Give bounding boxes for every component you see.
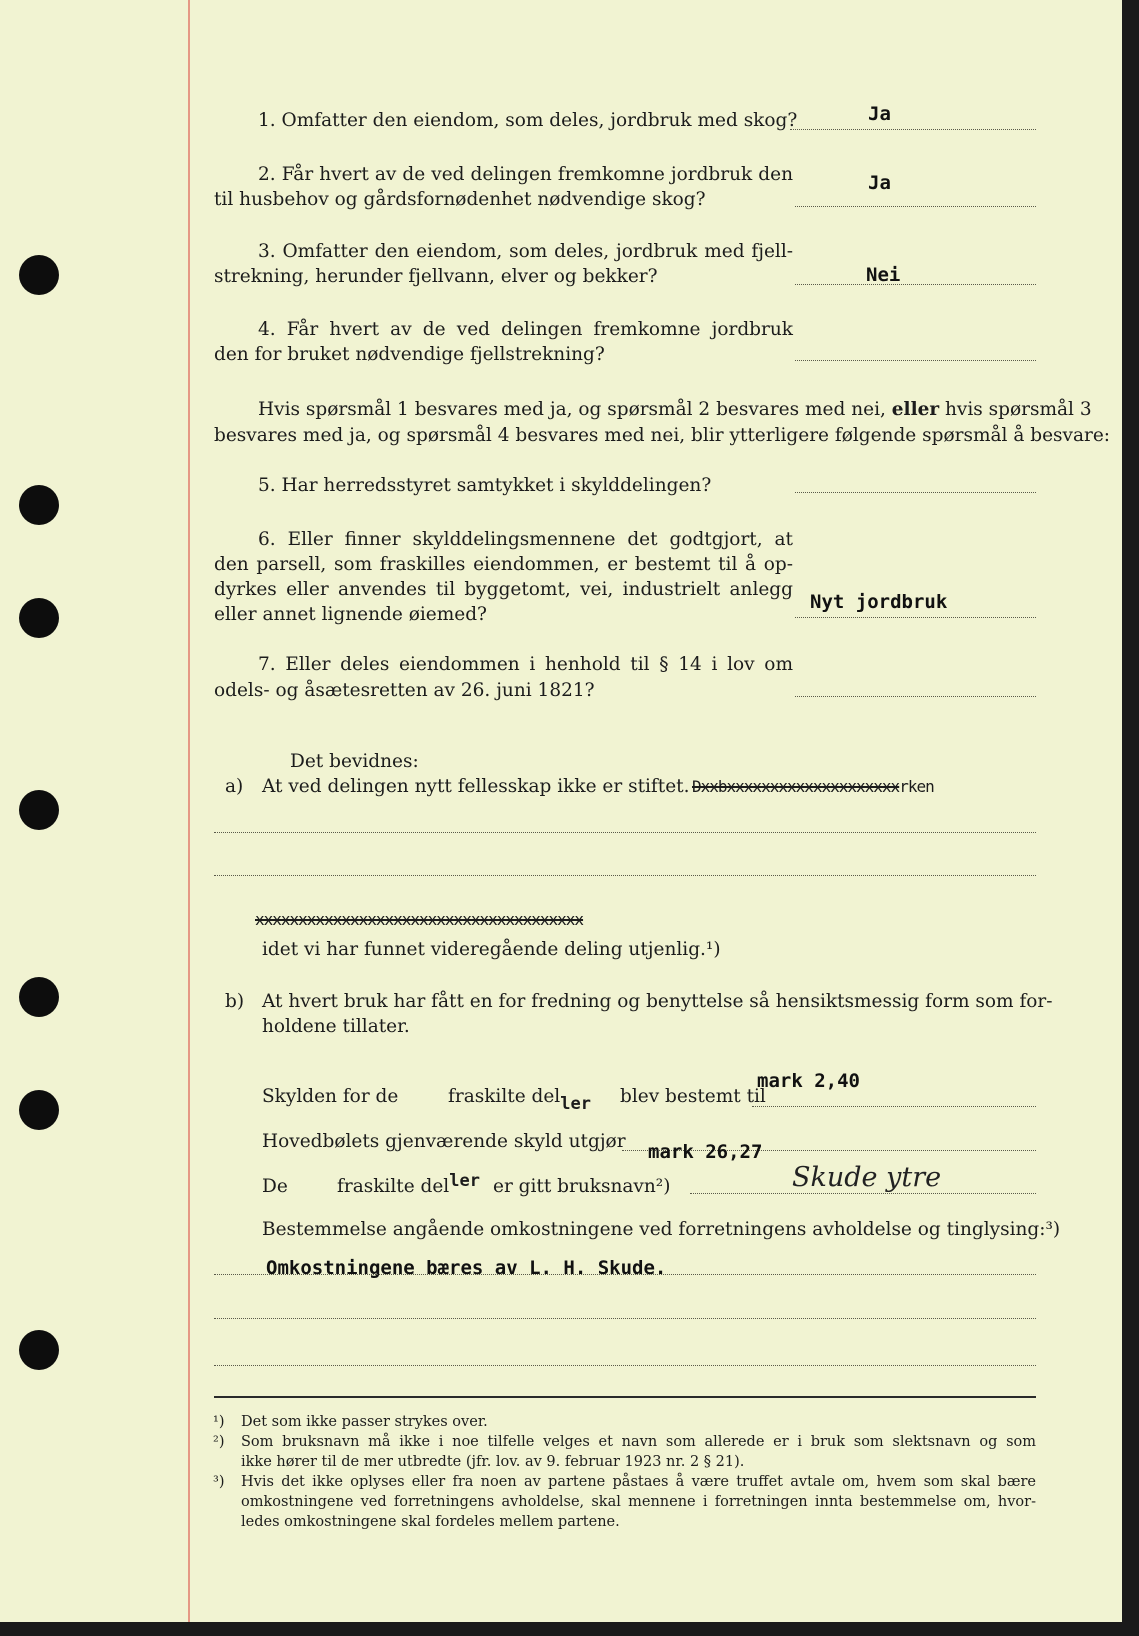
question-5: 5. Har herredsstyret samtykket i skylddelingen? [258,475,712,496]
punch-hole [19,1330,59,1370]
answer-3: Nei [866,264,901,286]
footnote-2-mark: ²) [213,1434,225,1450]
attest-a-reason: idet vi har funnet videregående deling utjenlig.¹) [262,939,721,960]
question-2-line-2: til husbehov og gårdsfornødenhet nødvendige skog? [214,189,706,210]
answer-line-1 [790,129,1036,130]
footnote-3-line-3: ledes omkostningene skal fordeles mellem partene. [241,1514,620,1530]
question-7-line-1: 7. Eller deles eiendommen i henhold til § 14 i lov om [258,654,793,675]
footnote-1: Det som ikke passer strykes over. [241,1414,488,1430]
punch-hole [19,790,59,830]
bruksnavn-label-a: De [262,1176,288,1197]
omkostning-line-1 [214,1274,1036,1275]
attest-a-struck-line-2: xxxxxxxxxxxxxxxxxxxxxxxxxxxxxxxxxxxxxx [255,910,584,929]
attest-a-marker: a) [225,776,244,797]
attest-a-struck: Dxxbxxxxxxxxxxxxxxxxxxxxrken [692,777,934,796]
footnote-rule [214,1396,1036,1398]
footnote-3-line-2: omkostningene ved forretningens avholdelse, skal mennene i forretningen innta bestemmelse om, hvor‑ [241,1494,1036,1510]
bruksnavn-value: Skude ytre [792,1162,942,1193]
punch-hole [19,598,59,638]
omkostning-line-2 [214,1318,1036,1319]
question-4-line-2: den for bruket nødvendige fjellstrekning? [214,344,605,365]
attest-b-line-1: At hvert bruk har fått en for fredning og benyttelse så hensiktsmessig form som for‑ [262,991,1053,1012]
bruksnavn-label-c: er gitt bruksnavn²) [493,1176,671,1197]
attest-a-text: At ved delingen nytt fellesskap ikke er stiftet. [262,776,690,797]
skyld-label-a: Skylden for de [262,1086,399,1107]
bruksnavn-label-b: fraskilte deller [337,1171,480,1197]
attest-b-marker: b) [225,991,245,1012]
question-6-line-3: dyrkes eller anvendes til byggetomt, vei, industrielt anlegg [214,579,793,600]
answer-line-2 [795,206,1036,207]
question-6-line-2: den parsell, som fraskilles eiendommen, er bestemt til å op‑ [214,554,793,575]
question-4-line-1: 4. Får hvert av de ved delingen fremkomne jordbruk [258,319,793,340]
answer-1: Ja [868,103,891,125]
attest-line-1 [214,832,1036,833]
answer-line-4 [795,360,1036,361]
skyld-label-c: blev bestemt til [620,1086,766,1107]
question-6-line-4: eller annet lignende øiemed? [214,604,487,625]
omkostning-label: Bestemmelse angående omkostningene ved forretningens avholdelse og tinglysing:³) [262,1219,1061,1240]
bruksnavn-line [690,1193,1036,1194]
attest-b-line-2: holdene tillater. [262,1016,410,1037]
attest-heading: Det bevidnes: [290,751,419,772]
omkostning-line-3 [214,1365,1036,1366]
footnote-3-mark: ³) [213,1474,225,1490]
skyld-value: mark 2,40 [757,1070,860,1092]
hovedbol-label: Hovedbølets gjenværende skyld utgjør [262,1131,626,1152]
hovedbol-value: mark 26,27 [648,1141,763,1163]
footnote-2-line-1: Som bruksnavn må ikke i noe tilfelle velges et navn som allerede er i bruk som slektsnavn og som [241,1434,1036,1450]
answer-line-6 [795,617,1036,618]
question-6-line-1: 6. Eller finner skylddelingsmennene det godtgjort, at [258,529,793,550]
conditional-text-line-2: besvares med ja, og spørsmål 4 besvares med nei, blir ytterligere følgende spørsmål å besvare: [214,425,1111,446]
margin-rule [188,0,190,1622]
answer-6: Nyt jordbruk [810,591,948,613]
conditional-text-line-1: Hvis spørsmål 1 besvares med ja, og spørsmål 2 besvares med nei, eller hvis spørsmål 3 [258,399,1092,420]
footnote-2-line-2: ikke hører til de mer utbredte (jfr. lov. av 9. februar 1923 nr. 2 § 21). [241,1454,745,1470]
punch-hole [19,485,59,525]
answer-line-5 [795,492,1036,493]
punch-hole [19,1090,59,1130]
skyld-label-b: fraskilte deller [448,1086,591,1114]
punch-hole [19,977,59,1017]
question-3-line-2: strekning, herunder fjellvann, elver og bekker? [214,266,658,287]
footnote-3-line-1: Hvis det ikke oplyses eller fra noen av partene påstaes å være truffet avtale om, hvem som skal bære [241,1474,1036,1490]
omkostning-value: Omkostningene bæres av L. H. Skude. [266,1257,667,1279]
question-1: 1. Omfatter den eiendom, som deles, jordbruk med skog? [258,110,798,131]
answer-line-7 [795,696,1036,697]
punch-hole [19,255,59,295]
question-3-line-1: 3. Omfatter den eiendom, som deles, jordbruk med fjell‑ [258,241,793,262]
footnote-1-mark: ¹) [213,1414,225,1430]
answer-2: Ja [868,172,891,194]
answer-line-3 [795,284,1036,285]
question-7-line-2: odels‑ og åsætesretten av 26. juni 1821? [214,680,595,701]
skyld-line [752,1106,1036,1107]
attest-line-2 [214,875,1036,876]
question-2-line-1: 2. Får hvert av de ved delingen fremkomne jordbruk den [258,164,793,185]
